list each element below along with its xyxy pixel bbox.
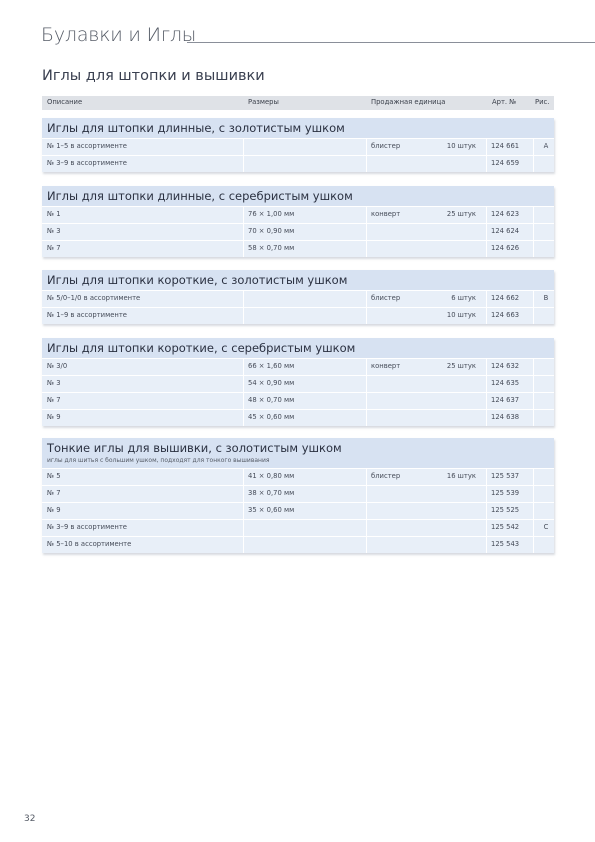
cell-article: 124 663 [491, 311, 520, 319]
cell-article: 124 624 [491, 227, 520, 235]
table-row [42, 468, 554, 485]
col-size: Размеры [248, 98, 279, 106]
cell-description: № 5 [47, 472, 61, 480]
group-title: Иглы для штопки длинные, с серебристым ушком [42, 186, 554, 206]
table-row [42, 536, 554, 553]
column-separator [243, 358, 244, 426]
column-separator [366, 138, 367, 172]
cell-article: 125 525 [491, 506, 520, 514]
cell-description: № 1 [47, 210, 61, 218]
column-separator [486, 206, 487, 257]
table-row [42, 290, 554, 307]
product-group [42, 118, 554, 172]
group-title: Иглы для штопки длинные, с золотистым ушком [42, 118, 554, 138]
cell-unit: блистер [371, 294, 401, 302]
column-separator [533, 138, 534, 172]
cell-article: 124 632 [491, 362, 520, 370]
table-row [42, 223, 554, 240]
cell-unit: конверт [371, 210, 401, 218]
cell-article: 124 626 [491, 244, 520, 252]
cell-unit: блистер [371, 142, 401, 150]
table-row [42, 155, 554, 172]
cell-size: 41 × 0,80 мм [248, 472, 295, 480]
cell-quantity: 6 штук [451, 294, 476, 302]
cell-size: 76 × 1,00 мм [248, 210, 295, 218]
cell-description: № 7 [47, 396, 61, 404]
cell-description: № 1–9 в ассортименте [47, 311, 127, 319]
cell-article: 125 542 [491, 523, 520, 531]
cell-figure: C [543, 523, 549, 531]
col-art: Арт. № [492, 98, 517, 106]
group-title: Иглы для штопки короткие, с золотистым ушком [42, 270, 554, 290]
col-desc: Описание [47, 98, 83, 106]
column-separator [243, 138, 244, 172]
cell-article: 124 659 [491, 159, 520, 167]
col-unit: Продажная единица [371, 98, 446, 106]
cell-size: 38 × 0,70 мм [248, 489, 295, 497]
cell-quantity: 10 штук [446, 142, 476, 150]
cell-article: 125 537 [491, 472, 520, 480]
cell-description: № 5/0–1/0 в ассортименте [47, 294, 141, 302]
cell-size: 48 × 0,70 мм [248, 396, 295, 404]
cell-size: 35 × 0,60 мм [248, 506, 295, 514]
cell-article: 125 539 [491, 489, 520, 497]
table-row [42, 206, 554, 223]
column-header-bar [42, 96, 554, 110]
column-separator [486, 358, 487, 426]
column-separator [533, 206, 534, 257]
column-separator [486, 138, 487, 172]
cell-article: 124 638 [491, 413, 520, 421]
product-group [42, 338, 554, 426]
cell-figure: B [543, 294, 549, 302]
cell-description: № 7 [47, 244, 61, 252]
page-header [41, 24, 595, 46]
cell-unit: блистер [371, 472, 401, 480]
cell-quantity: 10 штук [446, 311, 476, 319]
table-row [42, 240, 554, 257]
cell-description: № 3–9 в ассортименте [47, 159, 127, 167]
col-fig: Рис. [535, 98, 550, 106]
column-separator [366, 468, 367, 553]
table-row [42, 358, 554, 375]
column-separator [533, 290, 534, 324]
cell-quantity: 16 штук [446, 472, 476, 480]
table-row [42, 307, 554, 324]
column-separator [533, 468, 534, 553]
chapter-title: Булавки и Иглы [41, 24, 197, 46]
section-title: Иглы для штопки и вышивки [42, 68, 265, 84]
column-separator [366, 290, 367, 324]
table-row [42, 138, 554, 155]
cell-description: № 7 [47, 489, 61, 497]
cell-quantity: 25 штук [446, 210, 476, 218]
column-separator [366, 206, 367, 257]
product-group [42, 438, 554, 553]
column-separator [243, 206, 244, 257]
cell-figure: A [543, 142, 549, 150]
cell-description: № 3 [47, 379, 61, 387]
cell-article: 124 623 [491, 210, 520, 218]
table-row [42, 502, 554, 519]
cell-size: 66 × 1,60 мм [248, 362, 295, 370]
cell-size: 70 × 0,90 мм [248, 227, 295, 235]
cell-article: 124 637 [491, 396, 520, 404]
cell-unit: конверт [371, 362, 401, 370]
column-separator [486, 290, 487, 324]
page-number: 32 [24, 814, 36, 824]
cell-size: 58 × 0,70 мм [248, 244, 295, 252]
cell-description: № 5–10 в ассортименте [47, 540, 132, 548]
column-separator [243, 468, 244, 553]
group-subtitle: иглы для шитья с большим ушком, подходят для тонкого вышивания [42, 456, 554, 468]
product-group [42, 186, 554, 257]
cell-article: 125 543 [491, 540, 520, 548]
cell-description: № 3–9 в ассортименте [47, 523, 127, 531]
column-separator [533, 358, 534, 426]
cell-description: № 9 [47, 413, 61, 421]
cell-size: 54 × 0,90 мм [248, 379, 295, 387]
group-title: Иглы для штопки короткие, с серебристым ушком [42, 338, 554, 358]
product-group [42, 270, 554, 324]
header-rule [187, 42, 595, 43]
column-separator [486, 468, 487, 553]
table-row [42, 392, 554, 409]
group-title: Тонкие иглы для вышивки, с золотистым ушком [42, 438, 554, 458]
cell-description: № 1–5 в ассортименте [47, 142, 127, 150]
table-row [42, 409, 554, 426]
cell-description: № 3/0 [47, 362, 68, 370]
cell-article: 124 662 [491, 294, 520, 302]
cell-article: 124 661 [491, 142, 520, 150]
column-separator [366, 358, 367, 426]
table-row [42, 485, 554, 502]
cell-description: № 3 [47, 227, 61, 235]
cell-quantity: 25 штук [446, 362, 476, 370]
table-row [42, 375, 554, 392]
table-row [42, 519, 554, 536]
cell-description: № 9 [47, 506, 61, 514]
cell-article: 124 635 [491, 379, 520, 387]
cell-size: 45 × 0,60 мм [248, 413, 295, 421]
column-separator [243, 290, 244, 324]
